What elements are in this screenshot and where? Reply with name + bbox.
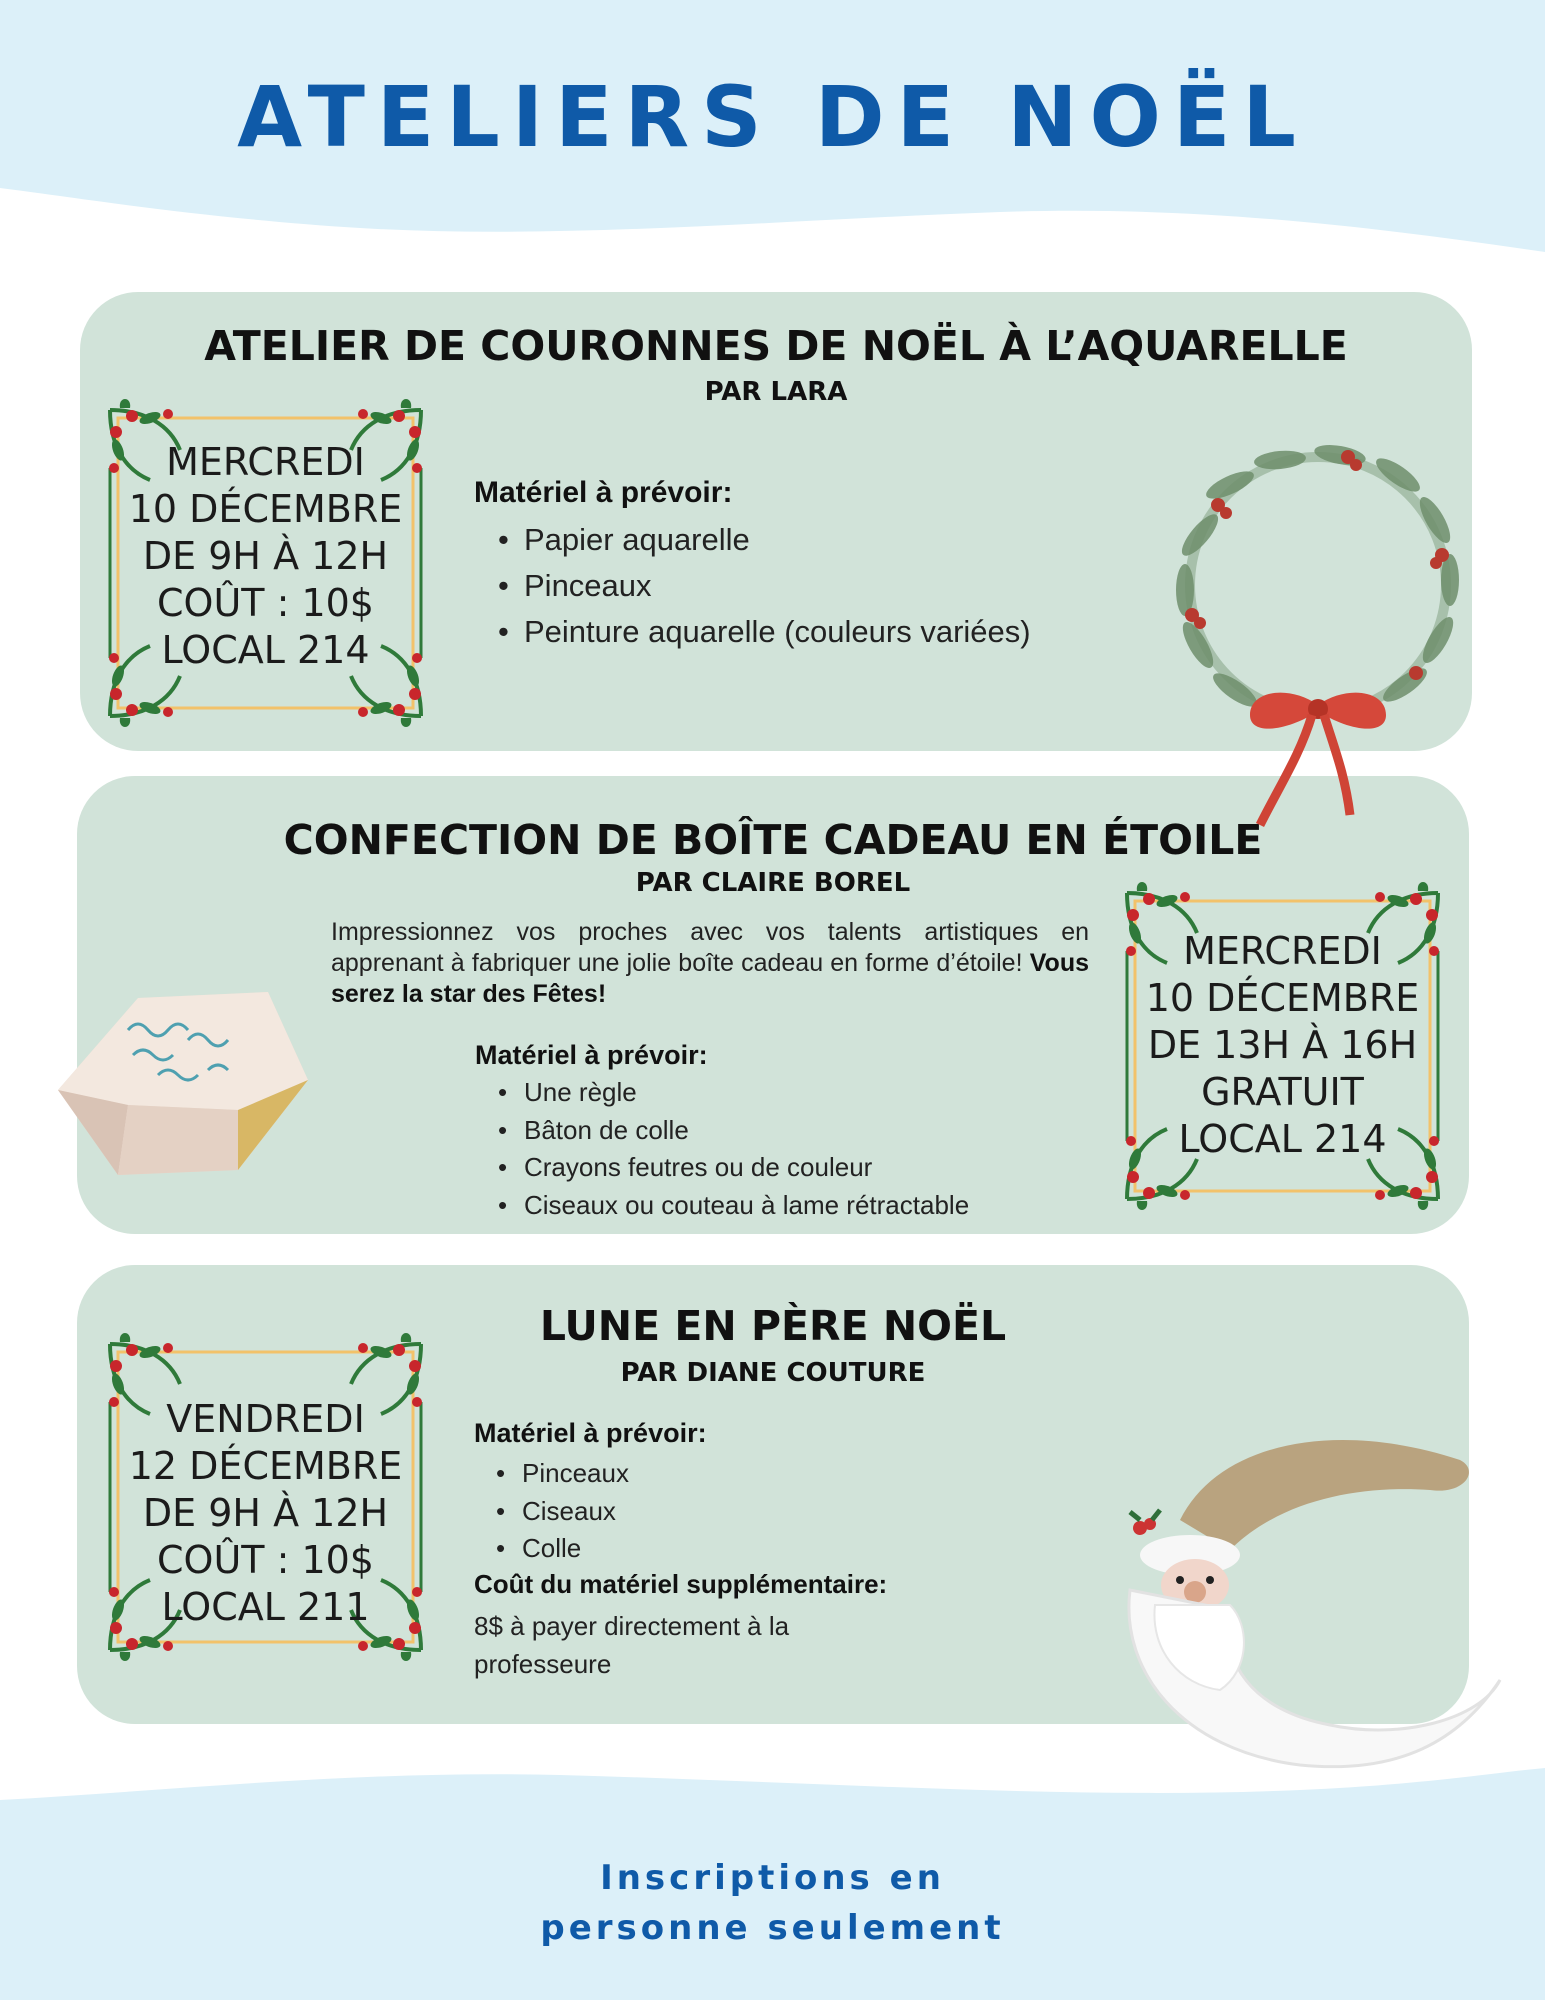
workshop-description: Impressionnez vos proches avec vos talents artistiques en apprenant à fabriquer une jolie boîte cadeau en forme d’étoile! Vous serez la star des Fêtes! [331, 918, 1089, 1008]
workshop-instructor: PAR LARA [704, 377, 848, 407]
list-item: • Peinture aquarelle (couleurs variées) [490, 609, 1031, 655]
page-title: ATELIERS DE NOËL [237, 68, 1308, 166]
list-item: • Pinceaux [490, 563, 1031, 609]
info-date: 12 DÉCEMBRE [128, 1444, 403, 1488]
list-item: • Pinceaux [488, 1455, 629, 1493]
materials-heading: Matériel à prévoir: [475, 1040, 708, 1070]
materials-list [490, 517, 1031, 655]
workshop-instructor: PAR CLAIRE BOREL [635, 868, 911, 898]
info-time: DE 13H À 16H [1147, 1023, 1418, 1067]
info-day: MERCREDI [166, 440, 365, 484]
materials-list [490, 1074, 969, 1224]
extra-cost-text: 8$ à payer directement à la professeure [474, 1611, 790, 1679]
workshop-title: LUNE EN PÈRE NOËL [539, 1302, 1007, 1350]
footer-line: personne seulement [540, 1908, 1005, 1948]
list-item: • Crayons feutres ou de couleur [490, 1149, 969, 1187]
info-time: DE 9H À 12H [142, 534, 389, 578]
info-cost: GRATUIT [1201, 1070, 1364, 1114]
list-item: • Ciseaux [488, 1493, 629, 1531]
list-item: • Colle [488, 1530, 629, 1568]
info-date: 10 DÉCEMBRE [128, 487, 403, 531]
info-room: LOCAL 214 [161, 628, 370, 672]
info-room: LOCAL 214 [1178, 1117, 1387, 1161]
list-item: • Bâton de colle [490, 1112, 969, 1150]
star-box-image [38, 970, 328, 1185]
date-frame [98, 398, 433, 728]
info-day: MERCREDI [1183, 929, 1382, 973]
info-day: VENDREDI [166, 1397, 365, 1441]
workshop-instructor: PAR DIANE COUTURE [620, 1358, 926, 1388]
date-info [98, 439, 433, 674]
list-item: • Papier aquarelle [490, 517, 1031, 563]
date-frame [98, 1332, 433, 1662]
wreath-image [1140, 415, 1500, 845]
info-date: 10 DÉCEMBRE [1145, 976, 1420, 1020]
info-time: DE 9H À 12H [142, 1491, 389, 1535]
materials-heading: Matériel à prévoir: [474, 1418, 707, 1448]
list-item: • Ciseaux ou couteau à lame rétractable [490, 1187, 969, 1225]
list-item: • Une règle [490, 1074, 969, 1112]
date-info [1115, 928, 1450, 1163]
date-info [98, 1396, 433, 1631]
footer-line: Inscriptions en [600, 1858, 945, 1898]
info-cost: COÛT : 10$ [157, 581, 374, 625]
extra-cost-heading: Coût du matériel supplémentaire: [474, 1569, 888, 1599]
santa-moon-image [1100, 1420, 1520, 1780]
info-room: LOCAL 211 [161, 1585, 370, 1629]
materials-list [488, 1455, 629, 1568]
registration-note [0, 1853, 1545, 1953]
date-frame [1115, 881, 1450, 1211]
workshop-title: ATELIER DE COURONNES DE NOËL À L’AQUARELLE [204, 322, 1348, 370]
workshop-title: CONFECTION DE BOÎTE CADEAU EN ÉTOILE [283, 816, 1263, 864]
materials-heading: Matériel à prévoir: [474, 476, 733, 509]
description-highlight: Vous serez la star des Fêtes! [331, 949, 1089, 1008]
info-cost: COÛT : 10$ [157, 1538, 374, 1582]
